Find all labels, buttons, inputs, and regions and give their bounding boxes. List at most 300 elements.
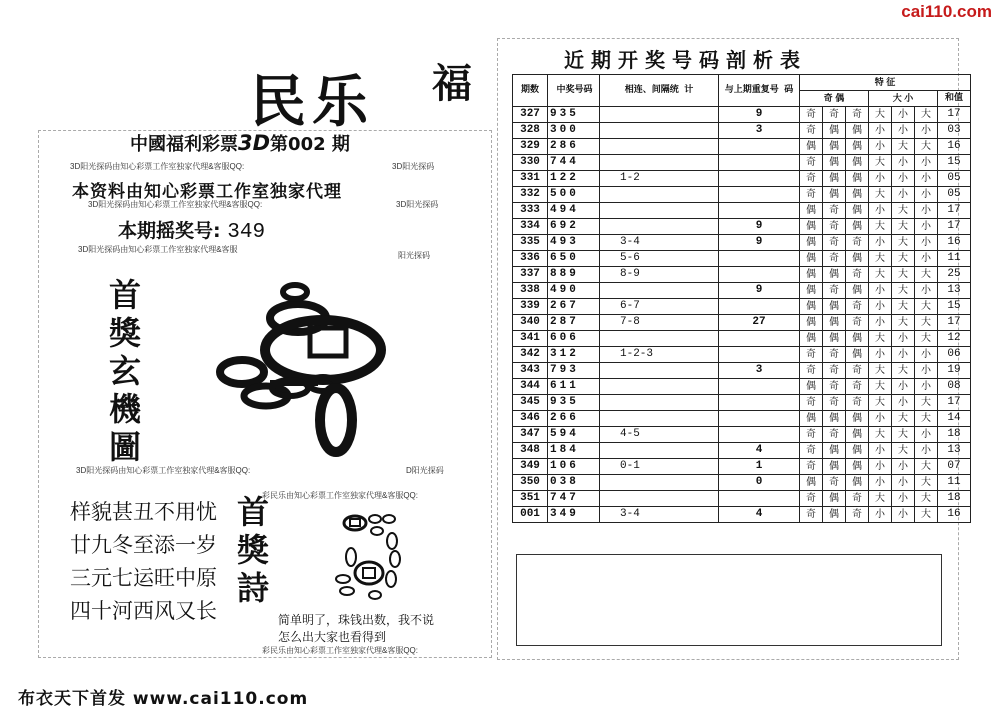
issue-cell: 344 (513, 379, 548, 395)
odd-even-cell: 奇 (823, 203, 846, 219)
big-small-cell: 小 (892, 123, 915, 139)
repeat-cell: 0 (719, 475, 800, 491)
header-oddeven: 奇 偶 (800, 91, 869, 107)
odd-even-cell: 偶 (846, 283, 869, 299)
issue-cell: 345 (513, 395, 548, 411)
big-small-cell: 小 (892, 459, 915, 475)
sum-cell: 15 (938, 299, 971, 315)
repeat-cell (719, 331, 800, 347)
table-row (513, 123, 971, 139)
odd-even-cell: 奇 (823, 347, 846, 363)
gap-cell (600, 123, 719, 139)
odd-even-cell: 偶 (846, 443, 869, 459)
big-small-cell: 大 (869, 491, 892, 507)
big-small-cell: 大 (892, 251, 915, 267)
gap-cell (600, 203, 719, 219)
big-small-cell: 小 (892, 491, 915, 507)
odd-even-cell: 偶 (800, 235, 823, 251)
odd-even-cell: 奇 (846, 315, 869, 331)
header-number: 中奖号码 (548, 75, 600, 107)
odd-even-cell: 偶 (846, 155, 869, 171)
gap-cell (600, 107, 719, 123)
odd-even-cell: 偶 (800, 379, 823, 395)
blank-box (516, 554, 942, 646)
odd-even-cell: 奇 (823, 235, 846, 251)
issue-cell: 337 (513, 267, 548, 283)
odd-even-cell: 奇 (800, 187, 823, 203)
number-cell: 747 (548, 491, 600, 507)
odd-even-cell: 奇 (823, 475, 846, 491)
big-small-cell: 小 (915, 235, 938, 251)
big-small-cell: 大 (915, 411, 938, 427)
table-row (513, 171, 971, 187)
hint-note (278, 612, 434, 646)
sum-cell: 03 (938, 123, 971, 139)
repeat-cell (719, 171, 800, 187)
header-gap: 相连、间隔统 计 (600, 75, 719, 107)
table-row (513, 363, 971, 379)
poem-title: 首獎詩 (232, 495, 270, 609)
odd-even-cell: 偶 (846, 171, 869, 187)
odd-even-cell: 偶 (846, 203, 869, 219)
table-row (513, 187, 971, 203)
agency-line: 本资料由知心彩票工作室独家代理 (72, 182, 342, 202)
big-small-cell: 大 (915, 315, 938, 331)
sum-cell: 15 (938, 155, 971, 171)
odd-even-cell: 奇 (800, 459, 823, 475)
repeat-cell (719, 491, 800, 507)
repeat-cell: 1 (719, 459, 800, 475)
repeat-cell (719, 267, 800, 283)
repeat-cell (719, 395, 800, 411)
big-small-cell: 大 (915, 299, 938, 315)
issue-number: 第002 期 (270, 134, 350, 155)
odd-even-cell: 奇 (800, 507, 823, 523)
odd-even-cell: 奇 (800, 347, 823, 363)
table-row (513, 395, 971, 411)
big-small-cell: 大 (869, 155, 892, 171)
big-small-cell: 大 (915, 139, 938, 155)
big-small-cell: 大 (892, 443, 915, 459)
odd-even-cell: 奇 (823, 251, 846, 267)
table-row (513, 315, 971, 331)
big-small-cell: 小 (869, 299, 892, 315)
odd-even-cell: 奇 (823, 219, 846, 235)
odd-even-cell: 奇 (846, 299, 869, 315)
watermark-note: 3D阳光探码由知心彩票工作室独家代理&客服QQ: (88, 200, 263, 209)
gap-cell: 1-2 (600, 171, 719, 187)
table-row (513, 267, 971, 283)
big-small-cell: 大 (915, 395, 938, 411)
poem-line: 三元七运旺中原 (70, 566, 217, 590)
issue-cell: 335 (513, 235, 548, 251)
watermark-note: 3D阳光探码由知心彩票工作室独家代理&客服QQ: (76, 466, 251, 475)
gap-cell (600, 219, 719, 235)
puzzle-title: 首獎玄機圖 (104, 278, 142, 468)
history-table-body (513, 107, 971, 523)
big-small-cell: 大 (869, 363, 892, 379)
table-row (513, 107, 971, 123)
issue-cell: 336 (513, 251, 548, 267)
issue-cell: 331 (513, 171, 548, 187)
poem-line: 样貌甚丑不用忧 (70, 500, 217, 524)
draw-label: 本期摇奖号: (118, 220, 221, 242)
table-row (513, 427, 971, 443)
site-url[interactable]: cai110.com (901, 2, 992, 21)
repeat-cell: 27 (719, 315, 800, 331)
issue-cell: 329 (513, 139, 548, 155)
table-row (513, 379, 971, 395)
odd-even-cell: 奇 (823, 363, 846, 379)
odd-even-cell: 奇 (846, 395, 869, 411)
odd-even-cell: 奇 (846, 507, 869, 523)
repeat-cell (719, 203, 800, 219)
odd-even-cell: 偶 (846, 187, 869, 203)
sum-cell: 07 (938, 459, 971, 475)
big-small-cell: 小 (869, 283, 892, 299)
number-cell: 184 (548, 443, 600, 459)
issue-cell: 332 (513, 187, 548, 203)
odd-even-cell: 偶 (800, 331, 823, 347)
odd-even-cell: 偶 (823, 155, 846, 171)
big-small-cell: 大 (869, 187, 892, 203)
odd-even-cell: 奇 (800, 427, 823, 443)
odd-even-cell: 偶 (846, 475, 869, 491)
header-feature: 特 征 (800, 75, 971, 91)
number-cell: 500 (548, 187, 600, 203)
table-row (513, 203, 971, 219)
issue-cell: 334 (513, 219, 548, 235)
issue-cell: 339 (513, 299, 548, 315)
number-cell: 692 (548, 219, 600, 235)
odd-even-cell: 偶 (823, 187, 846, 203)
odd-even-cell: 偶 (846, 251, 869, 267)
watermark-note: 3D阳光探码由知心彩票工作室独家代理&客服QQ: (70, 162, 245, 171)
odd-even-cell: 偶 (800, 203, 823, 219)
header-bigsmall: 大 小 (869, 91, 938, 107)
odd-even-cell: 偶 (823, 267, 846, 283)
gap-cell: 5-6 (600, 251, 719, 267)
big-small-cell: 小 (915, 219, 938, 235)
odd-even-cell: 奇 (823, 283, 846, 299)
draw-value: 349 (227, 221, 266, 244)
odd-even-cell: 奇 (800, 107, 823, 123)
big-small-cell: 大 (915, 107, 938, 123)
number-cell: 490 (548, 283, 600, 299)
big-small-cell: 大 (892, 139, 915, 155)
issue-cell: 346 (513, 411, 548, 427)
big-small-cell: 小 (892, 507, 915, 523)
gap-cell: 3-4 (600, 235, 719, 251)
issue-cell: 001 (513, 507, 548, 523)
watermark-note: 彩民乐由知心彩票工作室独家代理&客服QQ: (262, 646, 419, 655)
odd-even-cell: 偶 (823, 459, 846, 475)
big-small-cell: 小 (915, 283, 938, 299)
sum-cell: 17 (938, 395, 971, 411)
odd-even-cell: 奇 (800, 395, 823, 411)
history-table (512, 74, 971, 523)
odd-even-cell: 偶 (823, 315, 846, 331)
odd-even-cell: 偶 (823, 443, 846, 459)
issue-cell: 328 (513, 123, 548, 139)
sum-cell: 11 (938, 251, 971, 267)
issue-cell: 349 (513, 459, 548, 475)
odd-even-cell: 奇 (800, 123, 823, 139)
table-row (513, 299, 971, 315)
odd-even-cell: 偶 (800, 299, 823, 315)
gap-cell (600, 411, 719, 427)
odd-even-cell: 偶 (846, 331, 869, 347)
big-small-cell: 大 (915, 491, 938, 507)
sum-cell: 16 (938, 507, 971, 523)
odd-even-cell: 偶 (846, 347, 869, 363)
gap-cell: 0-1 (600, 459, 719, 475)
big-small-cell: 小 (892, 187, 915, 203)
big-small-cell: 小 (892, 171, 915, 187)
repeat-cell: 4 (719, 443, 800, 459)
sum-cell: 17 (938, 315, 971, 331)
big-small-cell: 小 (915, 123, 938, 139)
big-small-cell: 小 (915, 171, 938, 187)
sum-cell: 19 (938, 363, 971, 379)
big-small-cell: 小 (869, 347, 892, 363)
odd-even-cell: 奇 (800, 363, 823, 379)
sum-cell: 05 (938, 187, 971, 203)
gap-cell (600, 139, 719, 155)
number-cell: 286 (548, 139, 600, 155)
sum-cell: 16 (938, 235, 971, 251)
odd-even-cell: 偶 (800, 219, 823, 235)
number-cell: 606 (548, 331, 600, 347)
fu-character: 福 (432, 60, 472, 107)
issue-cell: 333 (513, 203, 548, 219)
watermark-note: 阳光探码 (398, 251, 430, 260)
issue-pre: 中國福利彩票 (130, 134, 238, 155)
big-small-cell: 小 (915, 363, 938, 379)
table-row (513, 283, 971, 299)
header-issue: 期数 (513, 75, 548, 107)
repeat-cell: 3 (719, 123, 800, 139)
odd-even-cell: 偶 (823, 139, 846, 155)
big-small-cell: 小 (892, 379, 915, 395)
number-cell: 611 (548, 379, 600, 395)
odd-even-cell: 偶 (846, 427, 869, 443)
big-small-cell: 大 (869, 251, 892, 267)
odd-even-cell: 偶 (846, 219, 869, 235)
sum-cell: 13 (938, 283, 971, 299)
issue-3d: 3D (238, 131, 271, 155)
odd-even-cell: 偶 (800, 315, 823, 331)
table-row (513, 411, 971, 427)
big-small-cell: 小 (892, 155, 915, 171)
repeat-cell: 9 (719, 219, 800, 235)
puzzle-image (210, 270, 390, 470)
big-small-cell: 大 (869, 219, 892, 235)
odd-even-cell: 奇 (846, 491, 869, 507)
odd-even-cell: 奇 (800, 491, 823, 507)
gap-cell: 1-2-3 (600, 347, 719, 363)
number-cell: 744 (548, 155, 600, 171)
big-small-cell: 大 (915, 331, 938, 347)
odd-even-cell: 偶 (823, 411, 846, 427)
issue-cell: 350 (513, 475, 548, 491)
repeat-cell (719, 251, 800, 267)
table-row (513, 139, 971, 155)
table-row (513, 507, 971, 523)
big-small-cell: 大 (869, 107, 892, 123)
big-small-cell: 大 (892, 283, 915, 299)
odd-even-cell: 奇 (823, 427, 846, 443)
odd-even-cell: 奇 (846, 107, 869, 123)
number-cell: 935 (548, 107, 600, 123)
odd-even-cell: 偶 (800, 283, 823, 299)
issue-cell: 348 (513, 443, 548, 459)
odd-even-cell: 偶 (800, 139, 823, 155)
big-small-cell: 大 (915, 475, 938, 491)
gap-cell (600, 443, 719, 459)
number-cell: 889 (548, 267, 600, 283)
odd-even-cell: 奇 (846, 267, 869, 283)
big-small-cell: 小 (915, 427, 938, 443)
gap-cell (600, 363, 719, 379)
odd-even-cell: 偶 (800, 267, 823, 283)
repeat-cell (719, 379, 800, 395)
odd-even-cell: 奇 (800, 155, 823, 171)
odd-even-cell: 奇 (823, 379, 846, 395)
sum-cell: 17 (938, 203, 971, 219)
big-small-cell: 大 (892, 299, 915, 315)
sum-cell: 17 (938, 219, 971, 235)
issue-cell: 347 (513, 427, 548, 443)
big-small-cell: 大 (892, 315, 915, 331)
odd-even-cell: 偶 (823, 331, 846, 347)
sum-cell: 17 (938, 107, 971, 123)
issue-cell: 342 (513, 347, 548, 363)
sum-cell: 13 (938, 443, 971, 459)
big-small-cell: 小 (892, 395, 915, 411)
watermark-note: 3D阳光探码 (392, 162, 435, 171)
draw-number (118, 216, 265, 244)
odd-even-cell: 偶 (823, 171, 846, 187)
gap-cell: 8-9 (600, 267, 719, 283)
big-small-cell: 大 (915, 267, 938, 283)
repeat-cell (719, 155, 800, 171)
gap-cell (600, 491, 719, 507)
number-cell: 935 (548, 395, 600, 411)
hint-line: 怎么出大家也看得到 (278, 630, 387, 644)
big-small-cell: 大 (892, 411, 915, 427)
gap-cell: 3-4 (600, 507, 719, 523)
watermark-note: 3D阳光探码 (396, 200, 439, 209)
sum-cell: 18 (938, 427, 971, 443)
number-cell: 493 (548, 235, 600, 251)
big-small-cell: 小 (869, 443, 892, 459)
number-cell: 312 (548, 347, 600, 363)
number-cell: 349 (548, 507, 600, 523)
table-row (513, 347, 971, 363)
gap-cell (600, 475, 719, 491)
sum-cell: 18 (938, 491, 971, 507)
issue-cell: 327 (513, 107, 548, 123)
odd-even-cell: 偶 (800, 475, 823, 491)
big-small-cell: 小 (869, 123, 892, 139)
repeat-cell (719, 347, 800, 363)
hint-line: 简单明了，珠钱出数，我不说 (278, 613, 435, 627)
odd-even-cell: 奇 (823, 395, 846, 411)
issue-cell: 340 (513, 315, 548, 331)
poem-line: 廿九冬至添一岁 (70, 533, 217, 557)
sum-cell: 08 (938, 379, 971, 395)
gap-cell: 6-7 (600, 299, 719, 315)
poem-lines (70, 496, 217, 628)
big-small-cell: 小 (869, 315, 892, 331)
number-cell: 106 (548, 459, 600, 475)
big-small-cell: 大 (869, 427, 892, 443)
odd-even-cell: 偶 (846, 411, 869, 427)
odd-even-cell: 偶 (846, 459, 869, 475)
sum-cell: 12 (938, 331, 971, 347)
big-small-cell: 小 (869, 475, 892, 491)
odd-even-cell: 奇 (846, 379, 869, 395)
big-small-cell: 大 (869, 331, 892, 347)
table-row (513, 475, 971, 491)
watermark-note: D阳光探码 (406, 466, 444, 475)
big-small-cell: 大 (915, 459, 938, 475)
big-small-cell: 小 (892, 475, 915, 491)
number-cell: 650 (548, 251, 600, 267)
big-small-cell: 小 (869, 203, 892, 219)
odd-even-cell: 奇 (800, 443, 823, 459)
odd-even-cell: 奇 (846, 363, 869, 379)
big-small-cell: 小 (869, 171, 892, 187)
big-small-cell: 小 (869, 507, 892, 523)
gap-cell: 7-8 (600, 315, 719, 331)
big-small-cell: 小 (915, 443, 938, 459)
table-row (513, 251, 971, 267)
big-small-cell: 大 (892, 363, 915, 379)
header-sum: 和值 (938, 91, 971, 107)
watermark-note: 彩民乐由知心彩票工作室独家代理&客服QQ: (262, 491, 419, 500)
big-small-cell: 大 (892, 267, 915, 283)
issue-cell: 330 (513, 155, 548, 171)
odd-even-cell: 偶 (846, 123, 869, 139)
big-small-cell: 大 (892, 203, 915, 219)
gap-cell (600, 331, 719, 347)
gap-cell (600, 155, 719, 171)
repeat-cell (719, 411, 800, 427)
repeat-cell: 9 (719, 235, 800, 251)
table-row (513, 155, 971, 171)
big-small-cell: 大 (892, 219, 915, 235)
number-cell: 038 (548, 475, 600, 491)
big-small-cell: 大 (869, 379, 892, 395)
odd-even-cell: 偶 (800, 411, 823, 427)
number-cell: 122 (548, 171, 600, 187)
table-row (513, 219, 971, 235)
sum-cell: 14 (938, 411, 971, 427)
table-title: 近期开奖号码剖析表 (564, 48, 807, 72)
big-small-cell: 小 (869, 459, 892, 475)
big-small-cell: 小 (915, 251, 938, 267)
odd-even-cell: 偶 (823, 123, 846, 139)
table-row (513, 331, 971, 347)
repeat-cell (719, 187, 800, 203)
repeat-cell: 3 (719, 363, 800, 379)
big-small-cell: 小 (869, 235, 892, 251)
big-small-cell: 小 (915, 347, 938, 363)
sum-cell: 25 (938, 267, 971, 283)
repeat-cell (719, 139, 800, 155)
